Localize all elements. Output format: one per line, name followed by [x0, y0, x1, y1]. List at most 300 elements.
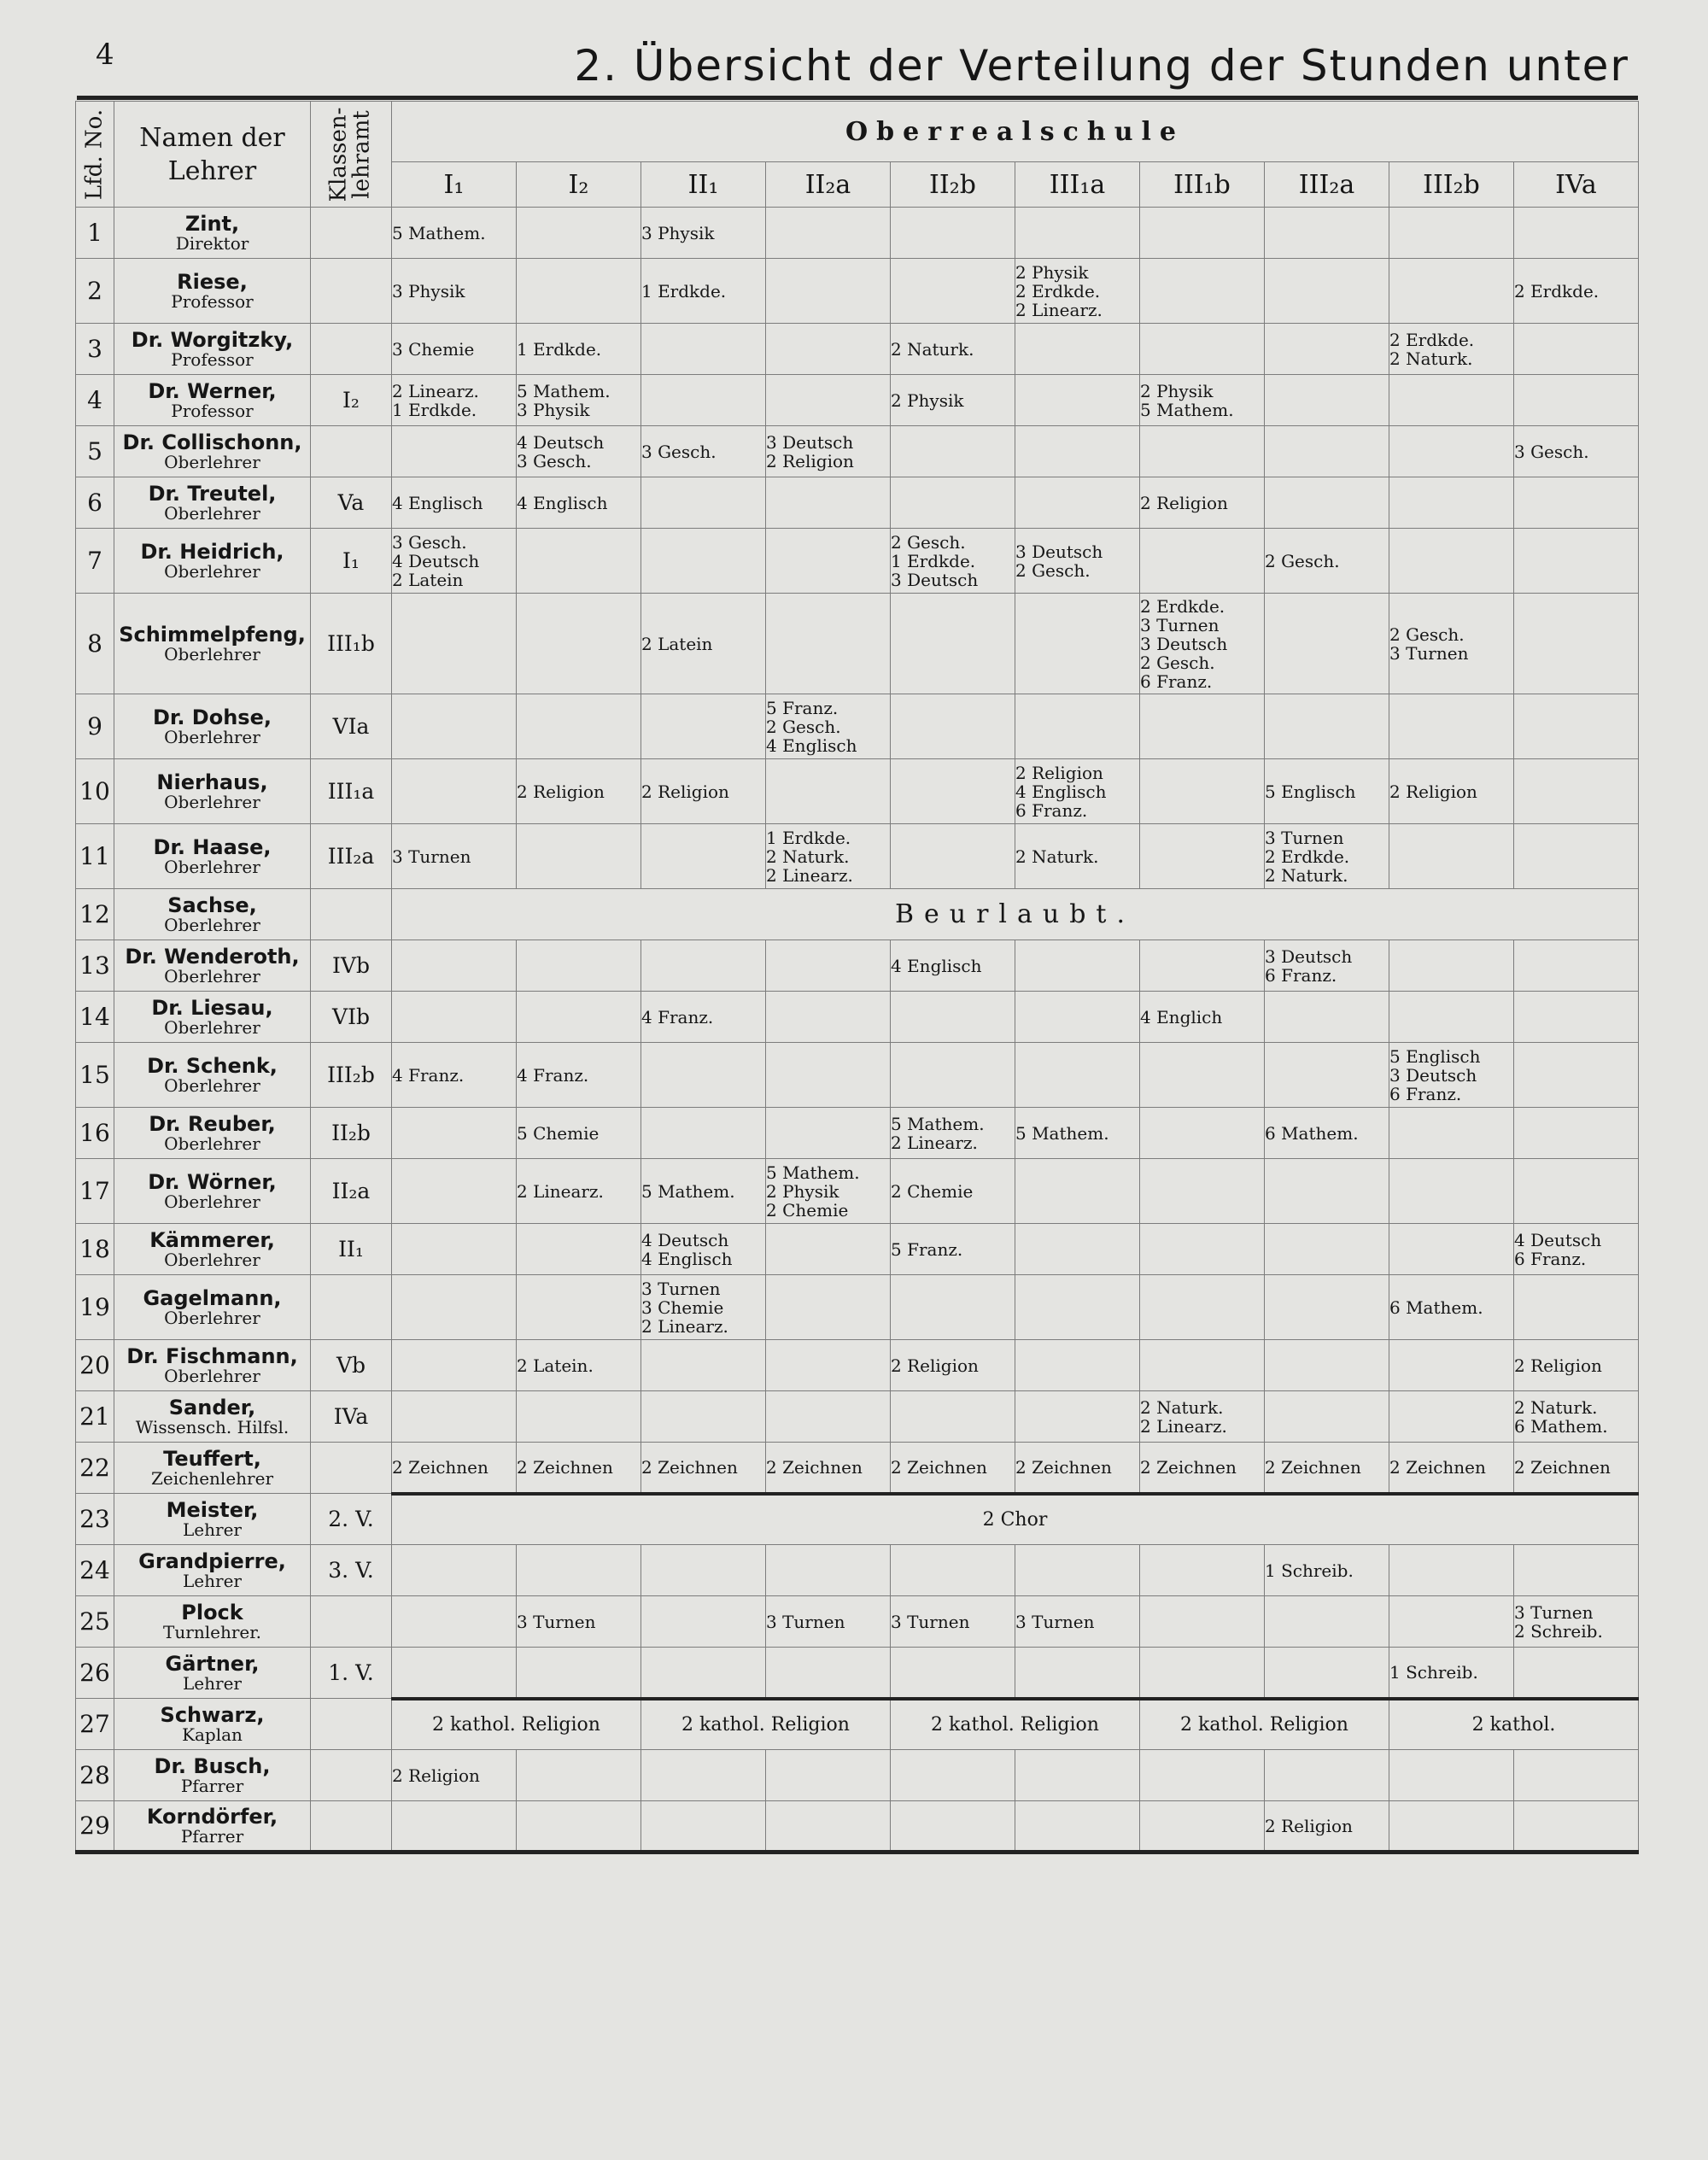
table-row [76, 1494, 1639, 1545]
hours-cell: 1 Erdkde. [641, 259, 766, 324]
teacher-title: Oberlehrer [164, 1016, 260, 1038]
header-school: Oberrealschule [392, 102, 1639, 162]
teacher-name: Dr. Busch, [154, 1754, 271, 1779]
row-number: 10 [76, 759, 114, 824]
row-number: 9 [76, 694, 114, 759]
religion-group: 2 kathol. Religion [392, 1699, 641, 1750]
class-header: II₂b [891, 162, 1015, 208]
hours-cell [1514, 1043, 1639, 1108]
hours-cell [891, 1391, 1015, 1443]
teacher-title: Oberlehrer [164, 1191, 260, 1212]
hours-cell [766, 759, 891, 824]
hours-cell: 5 Franz. 2 Gesch. 4 Englisch [766, 694, 891, 759]
hours-cell [1140, 1043, 1265, 1108]
teacher-title: Oberlehrer [164, 502, 260, 524]
hours-cell: 4 Englich [1140, 992, 1265, 1043]
class-teacher-cell [311, 259, 392, 324]
hours-cell [392, 759, 517, 824]
teacher-name: Meister, [166, 1498, 259, 1523]
hours-cell [766, 1801, 891, 1853]
hours-cell [1389, 529, 1514, 594]
hours-cell [392, 1545, 517, 1596]
hours-cell [392, 1224, 517, 1275]
hours-cell [517, 1801, 641, 1853]
teacher-name: Zint, [184, 212, 240, 237]
hours-cell: 2 Gesch. 1 Erdkde. 3 Deutsch [891, 529, 1015, 594]
hours-cell: 2 Zeichnen [1015, 1443, 1140, 1494]
hours-cell [1514, 529, 1639, 594]
hours-cell [392, 992, 517, 1043]
hours-cell [891, 759, 1015, 824]
class-teacher-cell [311, 1699, 392, 1750]
hours-cell: 5 Mathem. [641, 1159, 766, 1224]
teacher-cell [114, 1108, 311, 1159]
teacher-cell [114, 375, 311, 426]
hours-cell [891, 426, 1015, 477]
hours-cell [891, 992, 1015, 1043]
hours-cell [1140, 426, 1265, 477]
hours-cell [641, 1750, 766, 1801]
row-number: 12 [76, 889, 114, 940]
hours-cell [1140, 1275, 1265, 1340]
hours-cell: 4 Franz. [392, 1043, 517, 1108]
hours-cell [1389, 1391, 1514, 1443]
hours-cell [517, 824, 641, 889]
hours-cell [766, 992, 891, 1043]
teacher-title: Pfarrer [180, 1775, 244, 1796]
leave-note: Beurlaubt. [392, 889, 1639, 940]
hours-cell [1015, 1340, 1140, 1391]
hours-cell [891, 594, 1015, 694]
hours-cell [1015, 1750, 1140, 1801]
class-header: III₂a [1265, 162, 1389, 208]
teacher-name: Sachse, [167, 893, 257, 918]
hours-cell [1140, 940, 1265, 992]
hours-cell: 5 Mathem. [392, 208, 517, 259]
header-names: Namen der Lehrer [114, 102, 311, 208]
hours-cell [1514, 1108, 1639, 1159]
teacher-title: Lehrer [183, 1519, 242, 1540]
hours-cell [891, 1545, 1015, 1596]
hours-cell [766, 1043, 891, 1108]
hours-cell [392, 694, 517, 759]
row-number: 25 [76, 1596, 114, 1648]
row-number: 6 [76, 477, 114, 529]
hours-cell [392, 426, 517, 477]
row-number: 18 [76, 1224, 114, 1275]
hours-cell: 3 Gesch. 4 Deutsch 2 Latein [392, 529, 517, 594]
hours-cell [1514, 1801, 1639, 1853]
row-number: 23 [76, 1494, 114, 1545]
hours-cell: 2 Zeichnen [1514, 1443, 1639, 1494]
class-header: I₁ [392, 162, 517, 208]
class-header: III₁b [1140, 162, 1265, 208]
hours-cell [1140, 1596, 1265, 1648]
class-teacher-cell: II₂a [311, 1159, 392, 1224]
hours-cell [641, 529, 766, 594]
hours-cell [392, 1391, 517, 1443]
hours-cell [1140, 1648, 1265, 1699]
table-row [76, 375, 1639, 426]
table-row [76, 1275, 1639, 1340]
hours-cell [891, 1648, 1015, 1699]
hours-cell [1514, 1750, 1639, 1801]
teacher-cell [114, 694, 311, 759]
hours-cell [641, 1545, 766, 1596]
hours-cell [1015, 375, 1140, 426]
choir-span: 2 Chor [392, 1494, 1639, 1545]
hours-cell: 1 Schreib. [1265, 1545, 1389, 1596]
hours-cell [1389, 992, 1514, 1043]
teacher-cell [114, 1275, 311, 1340]
table-row [76, 1391, 1639, 1443]
teacher-title: Oberlehrer [164, 1249, 260, 1270]
row-number: 26 [76, 1648, 114, 1699]
teacher-cell [114, 759, 311, 824]
hours-cell [641, 324, 766, 375]
table-row [76, 426, 1639, 477]
teacher-name: Dr. Wörner, [148, 1170, 277, 1195]
hours-cell: 2 Physik 5 Mathem. [1140, 375, 1265, 426]
hours-cell [517, 259, 641, 324]
class-teacher-cell: III₂a [311, 824, 392, 889]
hours-cell: 3 Deutsch 6 Franz. [1265, 940, 1389, 992]
hours-cell [641, 940, 766, 992]
hours-cell: 2 Erdkde. 3 Turnen 3 Deutsch 2 Gesch. 6 Franz. [1140, 594, 1265, 694]
table-row [76, 529, 1639, 594]
hours-cell: 2 Zeichnen [641, 1443, 766, 1494]
hours-cell [1015, 594, 1140, 694]
hours-cell [1514, 940, 1639, 992]
class-teacher-cell: 2. V. [311, 1494, 392, 1545]
hours-cell [517, 1545, 641, 1596]
hours-cell [517, 992, 641, 1043]
religion-group: 2 kathol. [1389, 1699, 1639, 1750]
hours-cell: 4 Deutsch 3 Gesch. [517, 426, 641, 477]
hours-cell [641, 1391, 766, 1443]
hours-cell [1265, 594, 1389, 694]
teacher-title: Professor [171, 290, 254, 312]
hours-cell [392, 1801, 517, 1853]
teacher-title: Wissensch. Hilfsl. [135, 1416, 290, 1437]
teacher-cell [114, 992, 311, 1043]
row-number: 16 [76, 1108, 114, 1159]
hours-cell [641, 1108, 766, 1159]
hours-cell [641, 477, 766, 529]
hours-cell [766, 594, 891, 694]
hours-cell [766, 1275, 891, 1340]
hours-cell [641, 1340, 766, 1391]
teacher-name: Dr. Fischmann, [126, 1344, 298, 1369]
class-teacher-cell: VIb [311, 992, 392, 1043]
teacher-name: Dr. Haase, [153, 835, 272, 860]
teacher-cell [114, 594, 311, 694]
row-number: 3 [76, 324, 114, 375]
teacher-title: Professor [171, 348, 254, 370]
table-row [76, 594, 1639, 694]
teacher-cell [114, 1159, 311, 1224]
hours-cell: 5 Mathem. 2 Physik 2 Chemie [766, 1159, 891, 1224]
heading-rule [77, 96, 1638, 100]
teacher-title: Lehrer [183, 1570, 242, 1591]
row-number: 17 [76, 1159, 114, 1224]
teacher-name: Sander, [168, 1396, 256, 1420]
table-row [76, 1443, 1639, 1494]
teacher-name: Dr. Heidrich, [140, 540, 284, 565]
hours-cell [1265, 477, 1389, 529]
hours-cell: 3 Turnen [891, 1596, 1015, 1648]
class-teacher-cell [311, 1801, 392, 1853]
hours-cell [1265, 694, 1389, 759]
class-teacher-cell: Vb [311, 1340, 392, 1391]
teacher-title: Oberlehrer [164, 726, 260, 747]
hours-cell [891, 477, 1015, 529]
teacher-cell [114, 1699, 311, 1750]
teacher-cell [114, 1801, 311, 1853]
hours-cell [1265, 992, 1389, 1043]
teacher-cell [114, 426, 311, 477]
hours-cell: 4 Englisch [517, 477, 641, 529]
class-teacher-cell: I₂ [311, 375, 392, 426]
hours-cell [392, 940, 517, 992]
hours-cell [517, 529, 641, 594]
hours-cell [1265, 1159, 1389, 1224]
row-number: 13 [76, 940, 114, 992]
hours-cell [641, 375, 766, 426]
hours-cell [641, 1596, 766, 1648]
hours-cell: 4 Franz. [517, 1043, 641, 1108]
teacher-cell [114, 208, 311, 259]
table-row [76, 1043, 1639, 1108]
teacher-name: Schwarz, [160, 1703, 265, 1728]
hours-cell [1015, 1043, 1140, 1108]
teacher-title: Oberlehrer [164, 1365, 260, 1386]
class-teacher-cell: Va [311, 477, 392, 529]
hours-cell [1015, 1224, 1140, 1275]
hours-cell: 4 Englisch [392, 477, 517, 529]
hours-cell [641, 1648, 766, 1699]
hours-cell [517, 940, 641, 992]
teacher-title: Lehrer [183, 1672, 242, 1694]
teacher-cell [114, 1750, 311, 1801]
class-header: II₂a [766, 162, 891, 208]
hours-cell: 5 Franz. [891, 1224, 1015, 1275]
hours-cell: 2 Religion [517, 759, 641, 824]
hours-cell [766, 1108, 891, 1159]
hours-cell [1015, 1159, 1140, 1224]
hours-cell [766, 1750, 891, 1801]
teacher-name: Dr. Werner, [148, 379, 277, 404]
hours-cell [1265, 375, 1389, 426]
hours-cell: 2 Physik 2 Erdkde. 2 Linearz. [1015, 259, 1140, 324]
table-row [76, 259, 1639, 324]
hours-cell [517, 208, 641, 259]
row-number: 5 [76, 426, 114, 477]
hours-cell: 2 Gesch. 3 Turnen [1389, 594, 1514, 694]
table-row [76, 1801, 1639, 1853]
row-number: 21 [76, 1391, 114, 1443]
hours-cell [1389, 477, 1514, 529]
hours-cell [891, 824, 1015, 889]
hours-cell [1389, 1545, 1514, 1596]
hours-cell: 6 Mathem. [1389, 1275, 1514, 1340]
hours-cell: 2 Zeichnen [1140, 1443, 1265, 1494]
table-row [76, 694, 1639, 759]
hours-cell [1015, 477, 1140, 529]
teacher-cell [114, 529, 311, 594]
hours-cell [1514, 1275, 1639, 1340]
table-row [76, 992, 1639, 1043]
teacher-name: Riese, [177, 270, 248, 295]
table-row [76, 208, 1639, 259]
hours-cell: 2 Religion [392, 1750, 517, 1801]
hours-cell [1265, 1648, 1389, 1699]
table-body [76, 208, 1639, 1853]
hours-cell: 1 Erdkde. [517, 324, 641, 375]
row-number: 20 [76, 1340, 114, 1391]
teacher-title: Turnlehrer. [163, 1621, 261, 1642]
table-row [76, 1108, 1639, 1159]
hours-cell [1514, 594, 1639, 694]
hours-cell: 5 Englisch [1265, 759, 1389, 824]
hours-cell [766, 259, 891, 324]
class-teacher-cell [311, 1275, 392, 1340]
teacher-name: Dr. Worgitzky, [131, 328, 294, 353]
hours-cell [1514, 324, 1639, 375]
teacher-cell [114, 1224, 311, 1275]
hours-cell: 6 Mathem. [1265, 1108, 1389, 1159]
teacher-name: Dr. Collischonn, [122, 430, 302, 455]
table-row [76, 1750, 1639, 1801]
hours-cell [766, 1648, 891, 1699]
teacher-title: Oberlehrer [164, 1133, 260, 1154]
page-heading: 2. Übersicht der Verteilung der Stunden unter [574, 41, 1629, 91]
hours-cell [392, 1340, 517, 1391]
teacher-title: Oberlehrer [164, 856, 260, 877]
row-number: 28 [76, 1750, 114, 1801]
table-row [76, 824, 1639, 889]
hours-cell [641, 824, 766, 889]
hours-cell: 3 Turnen [766, 1596, 891, 1648]
hours-cell: 2 Linearz. 1 Erdkde. [392, 375, 517, 426]
teacher-name: Nierhaus, [156, 770, 268, 795]
teacher-cell [114, 824, 311, 889]
row-number: 15 [76, 1043, 114, 1108]
hours-cell [891, 1043, 1015, 1108]
religion-group: 2 kathol. Religion [1140, 1699, 1389, 1750]
hours-cell: 3 Turnen [392, 824, 517, 889]
hours-cell [1140, 1224, 1265, 1275]
class-teacher-cell: III₂b [311, 1043, 392, 1108]
hours-cell: 2 Religion [641, 759, 766, 824]
class-teacher-cell: IVb [311, 940, 392, 992]
teacher-name: Grandpierre, [138, 1549, 286, 1574]
hours-cell: 3 Gesch. [641, 426, 766, 477]
teacher-cell [114, 1545, 311, 1596]
header-klassenlehramt: Klassen- lehramt [311, 102, 392, 208]
hours-cell: 2 Erdkde. 2 Naturk. [1389, 324, 1514, 375]
hours-cell: 2 Zeichnen [517, 1443, 641, 1494]
hours-cell [1140, 759, 1265, 824]
hours-cell: 2 Naturk. [891, 324, 1015, 375]
teacher-cell [114, 1391, 311, 1443]
hours-cell [1265, 1391, 1389, 1443]
hours-cell [1389, 426, 1514, 477]
class-teacher-cell [311, 1596, 392, 1648]
hours-cell: 1 Erdkde. 2 Naturk. 2 Linearz. [766, 824, 891, 889]
hours-cell: 3 Physik [392, 259, 517, 324]
table-row [76, 1648, 1639, 1699]
table-row [76, 1545, 1639, 1596]
teacher-title: Professor [171, 400, 254, 421]
hours-cell [1140, 259, 1265, 324]
teacher-title: Kaplan [182, 1724, 243, 1745]
teacher-name: Dr. Liesau, [151, 996, 273, 1021]
hours-cell [891, 1275, 1015, 1340]
hours-cell: 2 Naturk. [1015, 824, 1140, 889]
teacher-title: Oberlehrer [164, 1074, 260, 1096]
row-number: 11 [76, 824, 114, 889]
hours-cell [1389, 259, 1514, 324]
class-header: I₂ [517, 162, 641, 208]
hours-cell [1265, 426, 1389, 477]
teacher-name: Schimmelpfeng, [119, 623, 306, 647]
teacher-name: Dr. Treutel, [148, 482, 277, 506]
hours-cell: 2 Latein. [517, 1340, 641, 1391]
hours-cell: 2 Linearz. [517, 1159, 641, 1224]
hours-cell: 2 Zeichnen [766, 1443, 891, 1494]
hours-cell: 4 Englisch [891, 940, 1015, 992]
hours-cell: 2 Religion [1140, 477, 1265, 529]
row-number: 19 [76, 1275, 114, 1340]
teacher-name: Teuffert, [163, 1447, 261, 1472]
row-number: 24 [76, 1545, 114, 1596]
teacher-title: Pfarrer [180, 1825, 244, 1847]
hours-cell [1140, 1545, 1265, 1596]
hours-cell [1265, 1340, 1389, 1391]
class-teacher-cell: II₁ [311, 1224, 392, 1275]
row-number: 8 [76, 594, 114, 694]
teacher-cell [114, 1443, 311, 1494]
teacher-title: Oberlehrer [164, 914, 260, 935]
hours-cell [1389, 940, 1514, 992]
hours-cell: 3 Turnen 2 Erdkde. 2 Naturk. [1265, 824, 1389, 889]
hours-cell: 5 Mathem. 3 Physik [517, 375, 641, 426]
class-teacher-cell: VIa [311, 694, 392, 759]
hours-cell: 2 Zeichnen [891, 1443, 1015, 1494]
table-row [76, 477, 1639, 529]
teacher-title: Oberlehrer [164, 1307, 260, 1328]
hours-cell [1015, 208, 1140, 259]
hours-cell [1140, 1340, 1265, 1391]
teacher-name: Gagelmann, [143, 1286, 282, 1311]
table-row [76, 1340, 1639, 1391]
hours-cell: 1 Schreib. [1389, 1648, 1514, 1699]
hours-cell: 3 Chemie [392, 324, 517, 375]
hours-cell [517, 1648, 641, 1699]
table-row [76, 940, 1639, 992]
hours-cell [891, 259, 1015, 324]
hours-cell [1015, 1648, 1140, 1699]
hours-cell [517, 594, 641, 694]
hours-cell: 3 Turnen [1015, 1596, 1140, 1648]
class-teacher-cell: IVa [311, 1391, 392, 1443]
teacher-cell [114, 1648, 311, 1699]
hours-cell: 3 Turnen [517, 1596, 641, 1648]
table-row [76, 759, 1639, 824]
hours-cell: 3 Gesch. [1514, 426, 1639, 477]
hours-cell [891, 208, 1015, 259]
